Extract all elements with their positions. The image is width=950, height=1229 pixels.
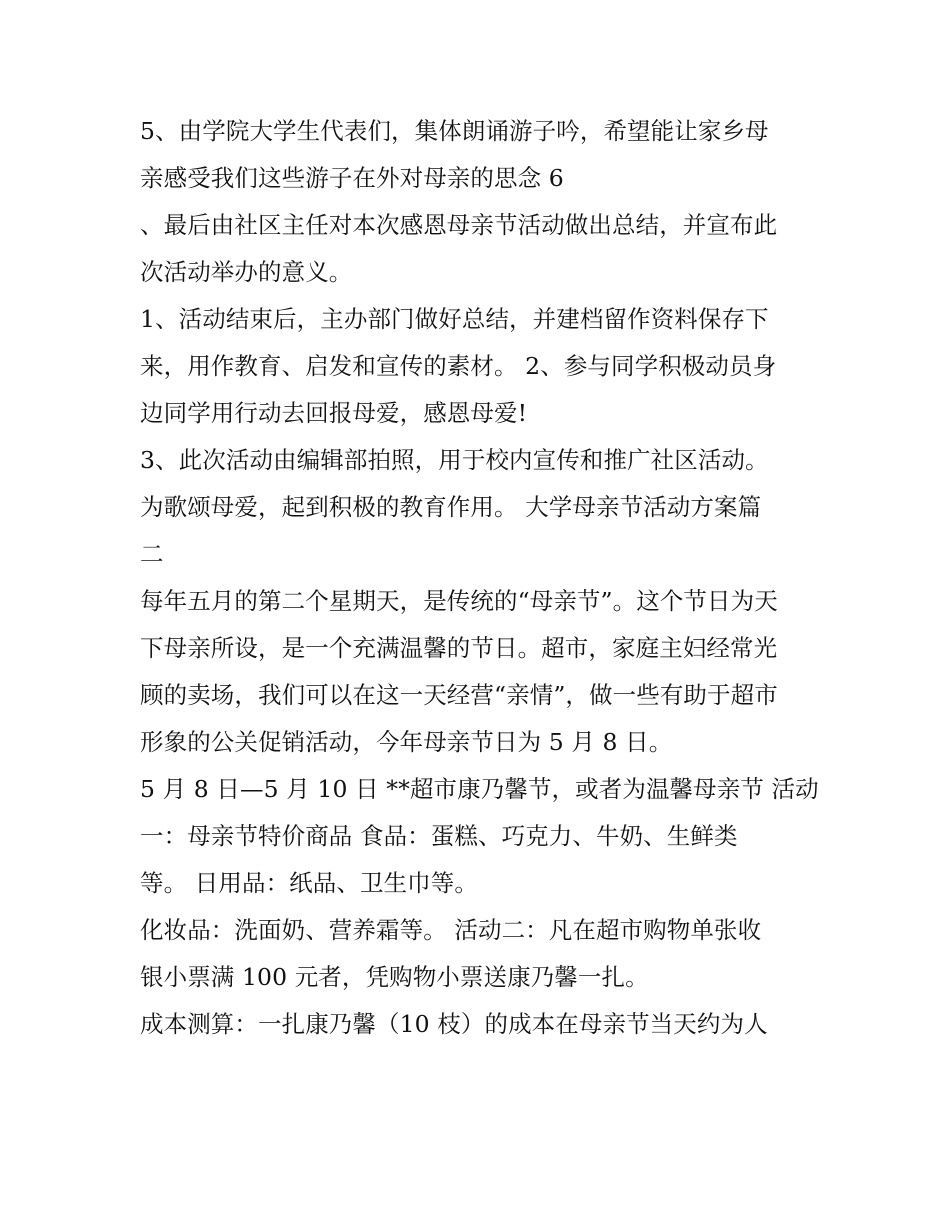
text-line: 形象的公关促销活动，今年母亲节日为 5 月 8 日。 [140, 728, 673, 756]
text-line: 1、活动结束后，主办部门做好总结，并建档留作资料保存下 [140, 305, 769, 333]
text-line: 、最后由社区主任对本次感恩母亲节活动做出总结，并宣布此 [140, 211, 778, 239]
text-line: 亲感受我们这些游子在外对母亲的思念 6 [140, 164, 564, 192]
text-line: 下母亲所设，是一个充满温馨的节日。超市，家庭主妇经常光 [140, 634, 778, 662]
text-line: 每年五月的第二个星期天，是传统的“母亲节”。这个节日为天 [140, 587, 778, 615]
text-line: 一：母亲节特价商品 食品：蛋糕、巧克力、牛奶、生鲜类 [140, 822, 738, 850]
text-line: 化妆品：洗面奶、营养霜等。 活动二：凡在超市购物单张收 [140, 916, 762, 944]
text-line: 成本测算：一扎康乃馨（10 枝）的成本在母亲节当天约为人 [140, 1010, 768, 1038]
text-line: 等。 日用品：纸品、卫生巾等。 [140, 869, 478, 897]
text-line: 来，用作教育、启发和宣传的素材。 2、参与同学积极动员身 [140, 352, 777, 380]
text-line: 3、此次活动由编辑部拍照，用于校内宣传和推广社区活动。 [140, 446, 769, 474]
document-body [140, 108, 820, 1048]
text-line: 5 月 8 日—5 月 10 日 **超市康乃馨节，或者为温馨母亲节 活动 [140, 775, 819, 803]
text-line: 边同学用行动去回报母爱，感恩母爱! [140, 399, 528, 427]
text-line: 二 [140, 540, 164, 568]
text-line: 顾的卖场，我们可以在这一天经营“亲情”，做一些有助于超市 [140, 681, 778, 709]
text-line: 为歌颂母爱，起到积极的教育作用。 大学母亲节活动方案篇 [140, 493, 762, 521]
text-line: 5、由学院大学生代表们，集体朗诵游子吟，希望能让家乡母 [140, 117, 769, 145]
text-line: 次活动举办的意义。 [140, 258, 353, 286]
text-line: 银小票满 100 元者，凭购物小票送康乃馨一扎。 [140, 963, 649, 991]
